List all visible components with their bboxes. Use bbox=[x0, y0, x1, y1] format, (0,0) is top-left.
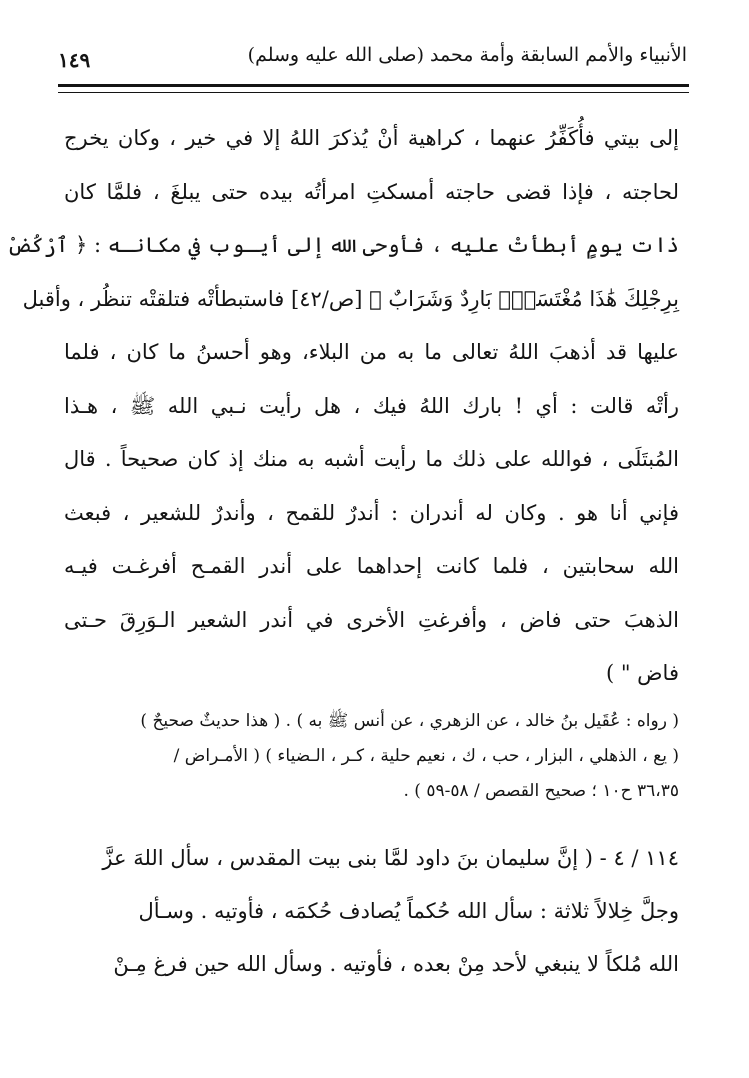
source-notes bbox=[64, 704, 679, 809]
text-line: وجلَّ خِلالاً ثلاثة : سأل الله حُكماً يُصادف حُكمَه ، فأوتيه . وسـأل bbox=[138, 899, 679, 923]
running-title: الأنبياء والأمم السابقة وأمة محمد (صلى الله عليه وسلم) bbox=[247, 44, 687, 66]
text-line: المُبتَلَى ، فوالله على ذلك ما رأيت أشبه به منك إذ كان صحيحاً . قال bbox=[64, 447, 679, 471]
text-line: الله سحابتين ، فلما كانت إحداهما على أندر القمـح أفرغـت فيـه bbox=[64, 554, 679, 578]
header-rule-thick bbox=[58, 84, 689, 87]
text-line: عليها قد أذهبَ اللهُ تعالى ما به من البلاء، وهو أحسنُ ما كان ، فلما bbox=[64, 340, 679, 364]
text-line: فإني أنا هو . وكان له أندران : أندرٌ للقمح ، وأندرٌ للشعير ، فبعث bbox=[64, 500, 679, 525]
next-hadith-text bbox=[64, 832, 679, 991]
text-line: لحاجته ، فإذا قضى حاجته أمسكتِ امرأتُه بيده حتى يبلغَ ، فلمَّا كان bbox=[64, 179, 679, 204]
note-line: ٣٦،٣٥ ح١٠ ؛ صحيح القصص / ٥٨-٥٩ ) . bbox=[403, 781, 679, 801]
hadith-text bbox=[6, 112, 679, 701]
text-line: الذهبَ حتى فاض ، وأفرغتِ الأخرى في أندر الشعير الـوَرِقَ حـتى bbox=[64, 607, 679, 632]
text-line: إلى بيتي فأُكَفِّرُ عنهما ، كراهية أنْ يُذكرَ اللهُ إلا في خير ، وكان يخرج bbox=[64, 126, 679, 150]
text-line: الله مُلكاً لا ينبغي لأحد مِنْ بعده ، فأوتيه . وسأل الله حين فرغ مِـنْ bbox=[113, 952, 679, 976]
running-header bbox=[58, 42, 687, 82]
header-rule-thin bbox=[58, 92, 689, 93]
text-line: بِرِجْلِكَ هَٰذَا مُغْتَسَلٌۢ بَارِدٌ وَشَرَابٌ ﴾ [ص/٤٢] فاستبطأتْه فتلقتْه تنظُر ، وأقبل bbox=[22, 286, 679, 311]
note-line: ( يع ، الذهلي ، البزار ، حب ، ك ، نعيم حلية ، كـر ، الـضياء ) ( الأمـراض / bbox=[173, 746, 679, 766]
page-number: ١٤٩ bbox=[58, 48, 91, 72]
text-line: فاض " ) bbox=[605, 661, 679, 685]
text-line: ذات يومٍ أبطأتْ عليه ، فأوحى الله إلى أيـوب في مكانـه : ﴿ ٱرْكُضْ bbox=[6, 233, 679, 257]
text-line: ١١٤ / ٤ - ( إنَّ سليمان بنَ داود لمَّا بنى بيت المقدس ، سأل اللهَ عزَّ bbox=[102, 846, 679, 870]
note-line: ( رواه : عُقَيل بنُ خالد ، عن الزهري ، عن أنس ﷺ به ) . ( هذا حديثٌ صحيحٌ ) bbox=[140, 711, 679, 731]
text-line: رأتْه قالت : أي ! بارك اللهُ فيك ، هل رأيت نـبي الله ﷺ ، هـذا bbox=[64, 393, 679, 418]
